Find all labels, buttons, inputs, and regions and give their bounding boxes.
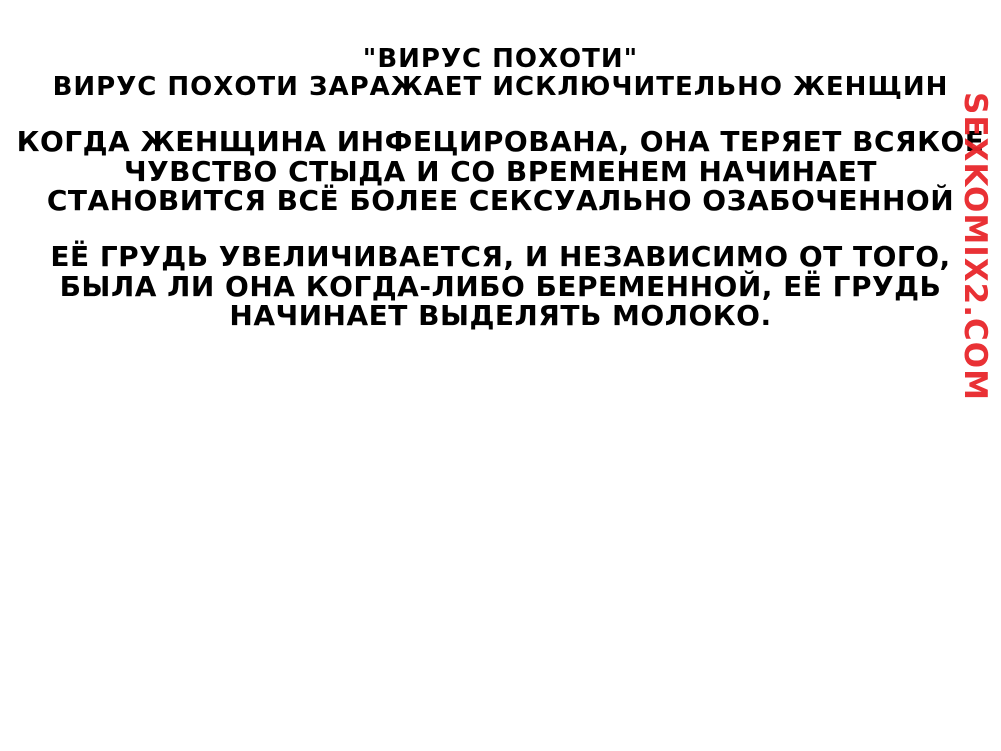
- intro-line-1: ВИРУС ПОХОТИ ЗАРАЖАЕТ ИСКЛЮЧИТЕЛЬНО ЖЕНЩИН: [52, 71, 949, 102]
- title-paragraph: [0, 46, 1001, 101]
- symptoms-line-3: СТАНОВИТСЯ ВСЁ БОЛЕЕ СЕКСУАЛЬНО ОЗАБОЧЕННОЙ: [46, 184, 955, 218]
- site-watermark: SEXKOMIX2.COM: [957, 92, 993, 401]
- effects-line-1: ЕЁ ГРУДЬ УВЕЛИЧИВАЕТСЯ, И НЕЗАВИСИМО ОТ ТОГО,: [50, 240, 951, 274]
- effects-line-3: НАЧИНАЕТ ВЫДЕЛЯТЬ МОЛОКО.: [229, 299, 772, 333]
- symptoms-line-2: ЧУВСТВО СТЫДА И СО ВРЕМЕНЕМ НАЧИНАЕТ: [123, 154, 878, 188]
- symptoms-line-1: КОГДА ЖЕНЩИНА ИНФЕЦИРОВАНА, ОНА ТЕРЯЕТ ВСЯКОЕ: [16, 125, 985, 159]
- effects-paragraph: [0, 242, 1001, 331]
- symptoms-paragraph: [0, 127, 1001, 216]
- effects-line-2: БЫЛА ЛИ ОНА КОГДА-ЛИБО БЕРЕМЕННОЙ, ЕЁ ГРУДЬ: [59, 269, 942, 303]
- text-content-block: [0, 46, 1001, 331]
- page-title: "ВИРУС ПОХОТИ": [362, 44, 639, 74]
